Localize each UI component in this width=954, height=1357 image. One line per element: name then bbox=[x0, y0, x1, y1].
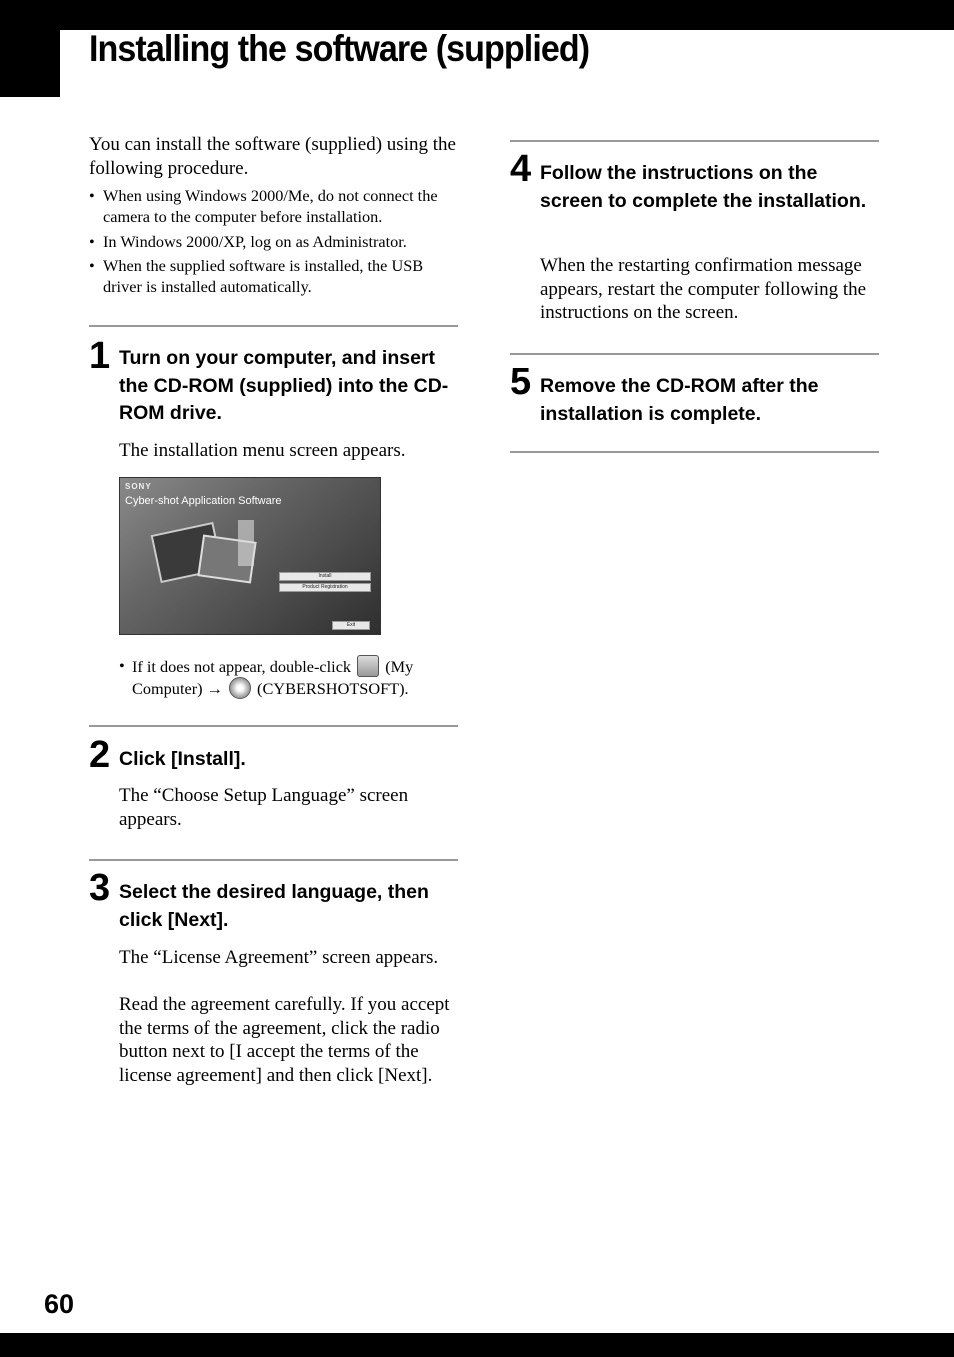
install-button[interactable]: Install bbox=[279, 572, 371, 581]
step-number: 1 bbox=[89, 335, 111, 377]
note-bullet: • If it does not appear, double-click (My Computer) → (CYBERSHOTSOFT). bbox=[119, 656, 414, 698]
note-text: (My Computer) → bbox=[132, 657, 414, 698]
step-heading: Turn on your computer, and insert the CD-ROM (supplied) into the CD-ROM drive. bbox=[119, 347, 449, 424]
step-body: The “License Agreement” screen appears. bbox=[119, 947, 439, 968]
intro-text: You can install the software (supplied) using the following procedure. bbox=[89, 134, 456, 179]
calendar-graphic bbox=[238, 520, 254, 566]
page-title: Installing the software (supplied) bbox=[89, 28, 590, 69]
divider bbox=[510, 140, 879, 142]
step-number: 4 bbox=[510, 148, 532, 190]
divider bbox=[89, 325, 458, 327]
step-body: The installation menu screen appears. bbox=[119, 440, 406, 461]
step-body: When the restarting confirmation message appears, restart the computer following the instructions on the screen. bbox=[540, 255, 867, 324]
step-heading: Click [Install]. bbox=[119, 748, 246, 770]
exit-button[interactable]: Exit bbox=[332, 621, 370, 630]
installation-menu-screenshot bbox=[119, 477, 381, 635]
top-bar bbox=[0, 0, 954, 30]
my-computer-icon bbox=[357, 655, 379, 677]
note-text: If it does not appear, double-click bbox=[132, 657, 352, 676]
step-heading: Select the desired language, then click [Next]. bbox=[119, 881, 429, 931]
divider bbox=[89, 859, 458, 861]
app-title: Cyber-shot Application Software bbox=[125, 495, 282, 507]
page-number: 60 bbox=[44, 1289, 75, 1319]
note-text: (CYBERSHOTSOFT). bbox=[257, 679, 409, 698]
step-number: 5 bbox=[510, 361, 532, 403]
step-heading: Remove the CD-ROM after the installation is complete. bbox=[540, 375, 819, 425]
divider bbox=[510, 353, 879, 355]
step-body: The “Choose Setup Language” screen appears. bbox=[119, 785, 409, 830]
intro-bullet: • In Windows 2000/XP, log on as Administrator. bbox=[89, 232, 407, 251]
cd-drive-icon bbox=[229, 677, 251, 699]
sony-logo: SONY bbox=[125, 482, 152, 491]
section-tab bbox=[0, 0, 60, 97]
step-number: 2 bbox=[89, 734, 111, 776]
product-registration-button[interactable]: Product Registration bbox=[279, 583, 371, 592]
step-body: Read the agreement carefully. If you accept the terms of the agreement, click the radio button next to [I accept the terms of the license agreement] and then click [Next]. bbox=[119, 994, 450, 1086]
divider bbox=[510, 451, 879, 453]
intro-bullet: • When using Windows 2000/Me, do not connect the camera to the computer before installation. bbox=[89, 186, 438, 226]
step-heading: Follow the instructions on the screen to complete the installation. bbox=[540, 162, 867, 212]
divider bbox=[89, 725, 458, 727]
step-number: 3 bbox=[89, 867, 111, 909]
bottom-bar bbox=[0, 1333, 954, 1357]
intro-bullet: • When the supplied software is installed, the USB driver is installed automatically. bbox=[89, 256, 424, 296]
